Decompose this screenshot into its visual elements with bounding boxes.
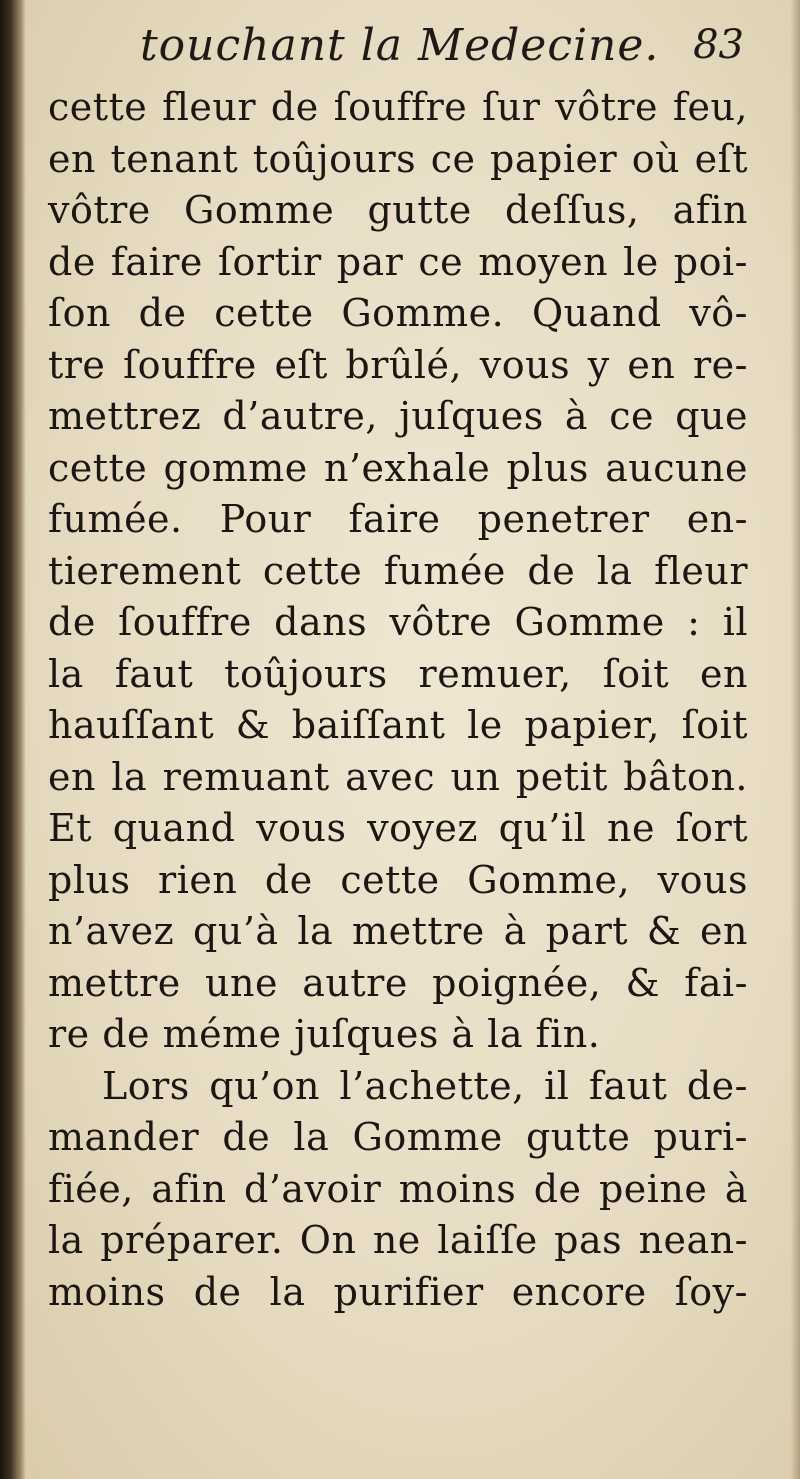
text-line: mettrez d’autre, juſques à ce que <box>48 394 748 438</box>
text-line: fumée. Pour faire penetrer en- <box>48 497 748 541</box>
text-line-paragraph-start: Lors qu’on l’achette, il faut de- <box>102 1063 748 1108</box>
running-title: touchant la Medecine. <box>140 20 660 71</box>
page-number: 83 <box>693 22 744 68</box>
page-binding-shadow <box>0 0 26 1479</box>
text-line: la préparer. On ne laiſſe pas nean- <box>48 1218 748 1262</box>
text-line: en tenant toûjours ce papier où eſt <box>48 136 748 181</box>
text-line: mettre une autre poignée, & fai- <box>48 960 748 1005</box>
text-line: cette fleur de ſouffre ſur vôtre feu, <box>48 85 748 129</box>
text-line: tierement cette fumée de la fleur <box>48 548 748 593</box>
text-line-paragraph-end: re de méme juſques à la fin. <box>48 1012 601 1056</box>
text-line: Et quand vous voyez qu’il ne ſort <box>48 806 748 850</box>
text-line: cette gomme n’exhale plus aucune <box>48 445 748 490</box>
text-line: la faut toûjours remuer, ſoit en <box>48 651 748 696</box>
page-header <box>140 14 770 84</box>
text-line: plus rien de cette Gomme, vous <box>48 857 748 902</box>
text-line: fiée, afin d’avoir moins de peine à <box>48 1166 748 1211</box>
text-line: en la remuant avec un petit bâton. <box>48 754 748 799</box>
text-line: ſon de cette Gomme. Quand vô- <box>48 291 748 335</box>
text-line: tre ſouffre eſt brûlé, vous y en re- <box>48 342 748 387</box>
text-line: vôtre Gomme gutte deſſus, afin <box>48 188 748 232</box>
text-line: de ſouffre dans vôtre Gomme : il <box>48 600 748 644</box>
page-edge <box>790 0 800 1479</box>
body-text <box>48 82 748 1318</box>
text-line: mander de la Gomme gutte puri- <box>48 1115 748 1159</box>
text-line: moins de la purifier encore ſoy- <box>48 1269 748 1314</box>
text-line: hauſſant & baiſſant le papier, ſoit <box>48 703 748 747</box>
text-line: n’avez qu’à la mettre à part & en <box>48 909 748 953</box>
text-line: de faire ſortir par ce moyen le poi- <box>48 239 748 284</box>
